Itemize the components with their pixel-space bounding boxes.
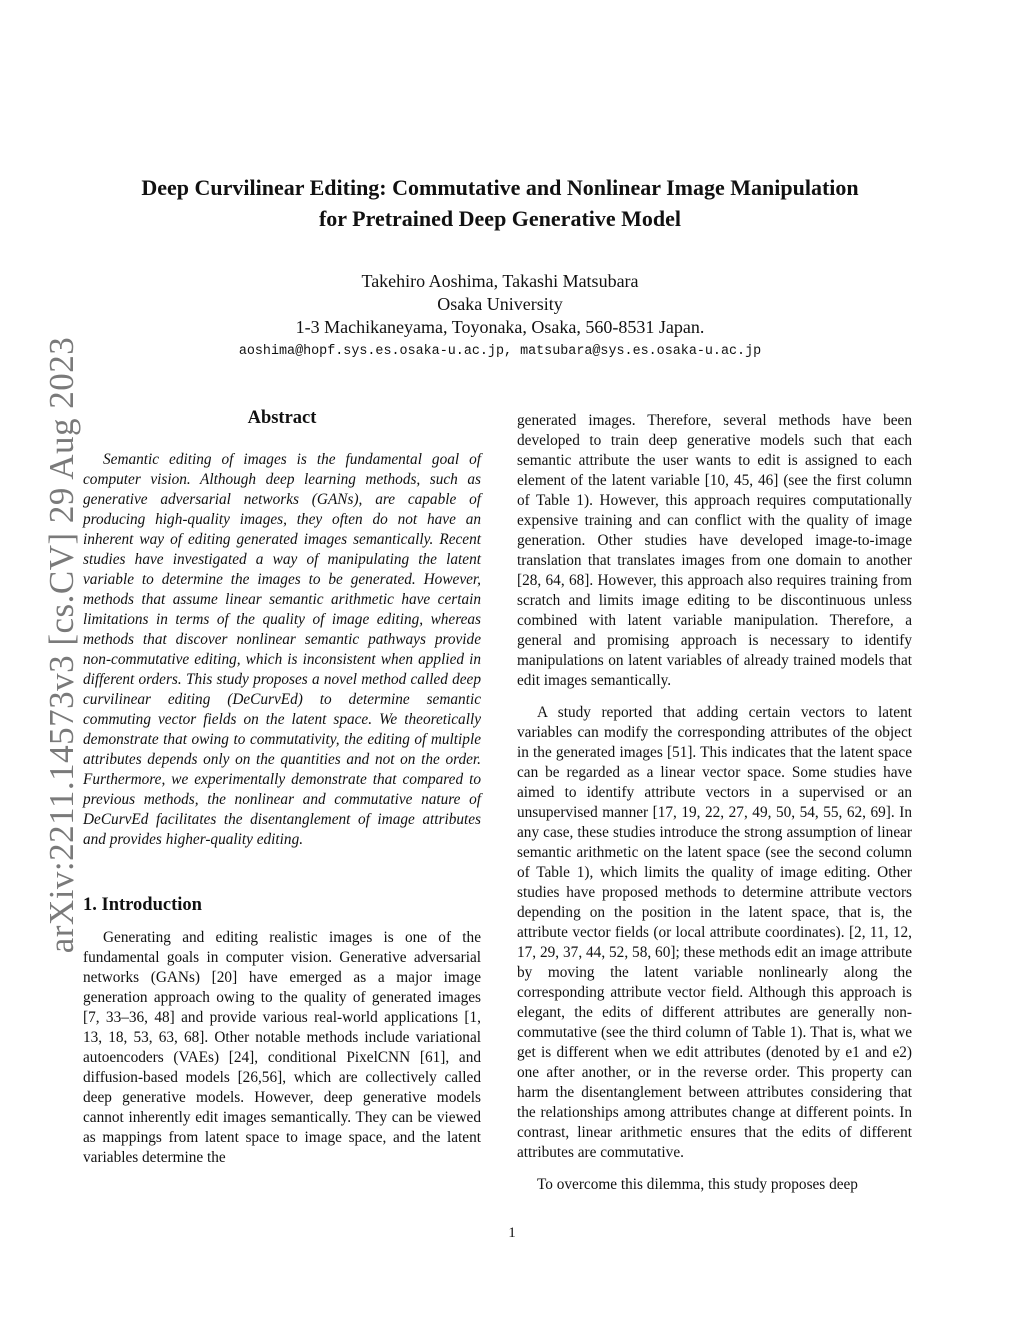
- author-block: [130, 270, 870, 339]
- title-line-1: Deep Curvilinear Editing: Commutative and Nonlinear Image Manipulation: [141, 175, 859, 200]
- abstract-heading: Abstract: [247, 408, 317, 428]
- introduction-paragraph-1: Generating and editing realistic images is one of the fundamental goals in computer vision. Generative adversarial networks (GANs) [20] have emerged as a major image generation approach owing to the quality of generated images [7, 33–36, 48] and provide various real-world applications [1, 13, 18, 53, 63, 68]. Other notable methods include variational autoencoders (VAEs) [24], conditional PixelCNN [61], and diffusion-based models [26,56], which are collectively called deep generative models. However, deep generative models cannot inherently edit images semantically. They can be viewed as mappings from latent space to image space, and the latent variables determine the: [83, 929, 481, 1166]
- author-names: Takehiro Aoshima, Takashi Matsubara: [361, 271, 639, 291]
- introduction-paragraph-3: To overcome this dilemma, this study proposes deep: [537, 1176, 858, 1193]
- page-number: 1: [508, 1225, 516, 1241]
- paper-title: [80, 172, 920, 234]
- introduction-paragraph-2: A study reported that adding certain vectors to latent variables can modify the corresponding attributes of the object in the generated images [51]. This indicates that the latent space can be regarded as a linear vector space. Some studies have aimed to identify attribute vectors in a supervised or an unsupervised manner [17, 19, 22, 27, 49, 50, 54, 55, 62, 69]. In any case, these studies introduce the strong assumption of linear semantic arithmetic on the latent space (see the second column of Table 1), which limits the quality of image editing. Other studies have proposed methods to determine attribute vectors depending on the position in the latent space, that is, the attribute vector fields (or local attribute coordinates). [2, 11, 12, 17, 29, 37, 44, 52, 58, 60]; these methods edit an image attribute by moving the latent variable nonlinearly along the corresponding attribute vector field. Although this approach is elegant, the edits of different attributes are generally non-commutative (see the third column of Table 1). That is, what we get is different when we edit attributes (denoted by e1 and e2) one after another, or in the reverse order. This property can harm the disentanglement between attributes considering that the relationships among attributes change at different points. In contrast, linear arithmetic ensures that the edits of different attributes are commutative.: [517, 704, 912, 1161]
- author-emails: aoshima@hopf.sys.es.osaka-u.ac.jp, matsubara@sys.es.osaka-u.ac.jp: [238, 344, 762, 359]
- author-address: 1-3 Machikaneyama, Toyonaka, Osaka, 560-8531 Japan.: [295, 317, 705, 337]
- right-column: [517, 411, 912, 1207]
- abstract-text: Semantic editing of images is the fundamental goal of computer vision. Although deep learning methods, such as generative adversarial networks (GANs), are capable of producing high-quality images, they often do not have an inherent way of editing generated images semantically. Recent studies have investigated a way of manipulating the latent variable to determine the images to be generated. However, methods that assume linear semantic arithmetic have certain limitations in terms of the quality of image editing, whereas methods that discover nonlinear semantic pathways provide non-commutative editing, which is inconsistent when applied in different orders. This study proposes a novel method called deep curvilinear editing (DeCurvEd) to determine semantic commuting vector fields on the latent space. We theoretically demonstrate that owing to commutativity, the editing of multiple attributes depends only on the quantities and not on the order. Furthermore, we experimentally demonstrate that compared to previous methods, the nonlinear and commutative nature of DeCurvEd facilitates the disentanglement of image attributes and provides higher-quality editing.: [83, 451, 481, 848]
- left-column: [83, 408, 481, 1180]
- author-affiliation: Osaka University: [437, 294, 563, 314]
- introduction-paragraph-1-continued: generated images. Therefore, several methods have been developed to train deep generative models such that each semantic attribute the user wants to edit is assigned to each element of the latent variable [10, 45, 46] (see the first column of Table 1). However, this approach requires computationally expensive training and can conflict with the quality of image generation. Other studies have developed image-to-image translation that translates images from one domain to another [28, 64, 68]. However, this approach also requires training from scratch and limits image editing to be discontinuous unless combined with latent variable manipulation. Therefore, a general and promising approach is necessary to identify manipulations on latent variables of already trained models that edit images semantically.: [517, 412, 912, 689]
- introduction-heading: 1. Introduction: [83, 895, 202, 915]
- title-line-2: for Pretrained Deep Generative Model: [318, 206, 682, 231]
- arxiv-side-stamp: arXiv:2211.14573v3 [cs.CV] 29 Aug 2023: [42, 336, 81, 954]
